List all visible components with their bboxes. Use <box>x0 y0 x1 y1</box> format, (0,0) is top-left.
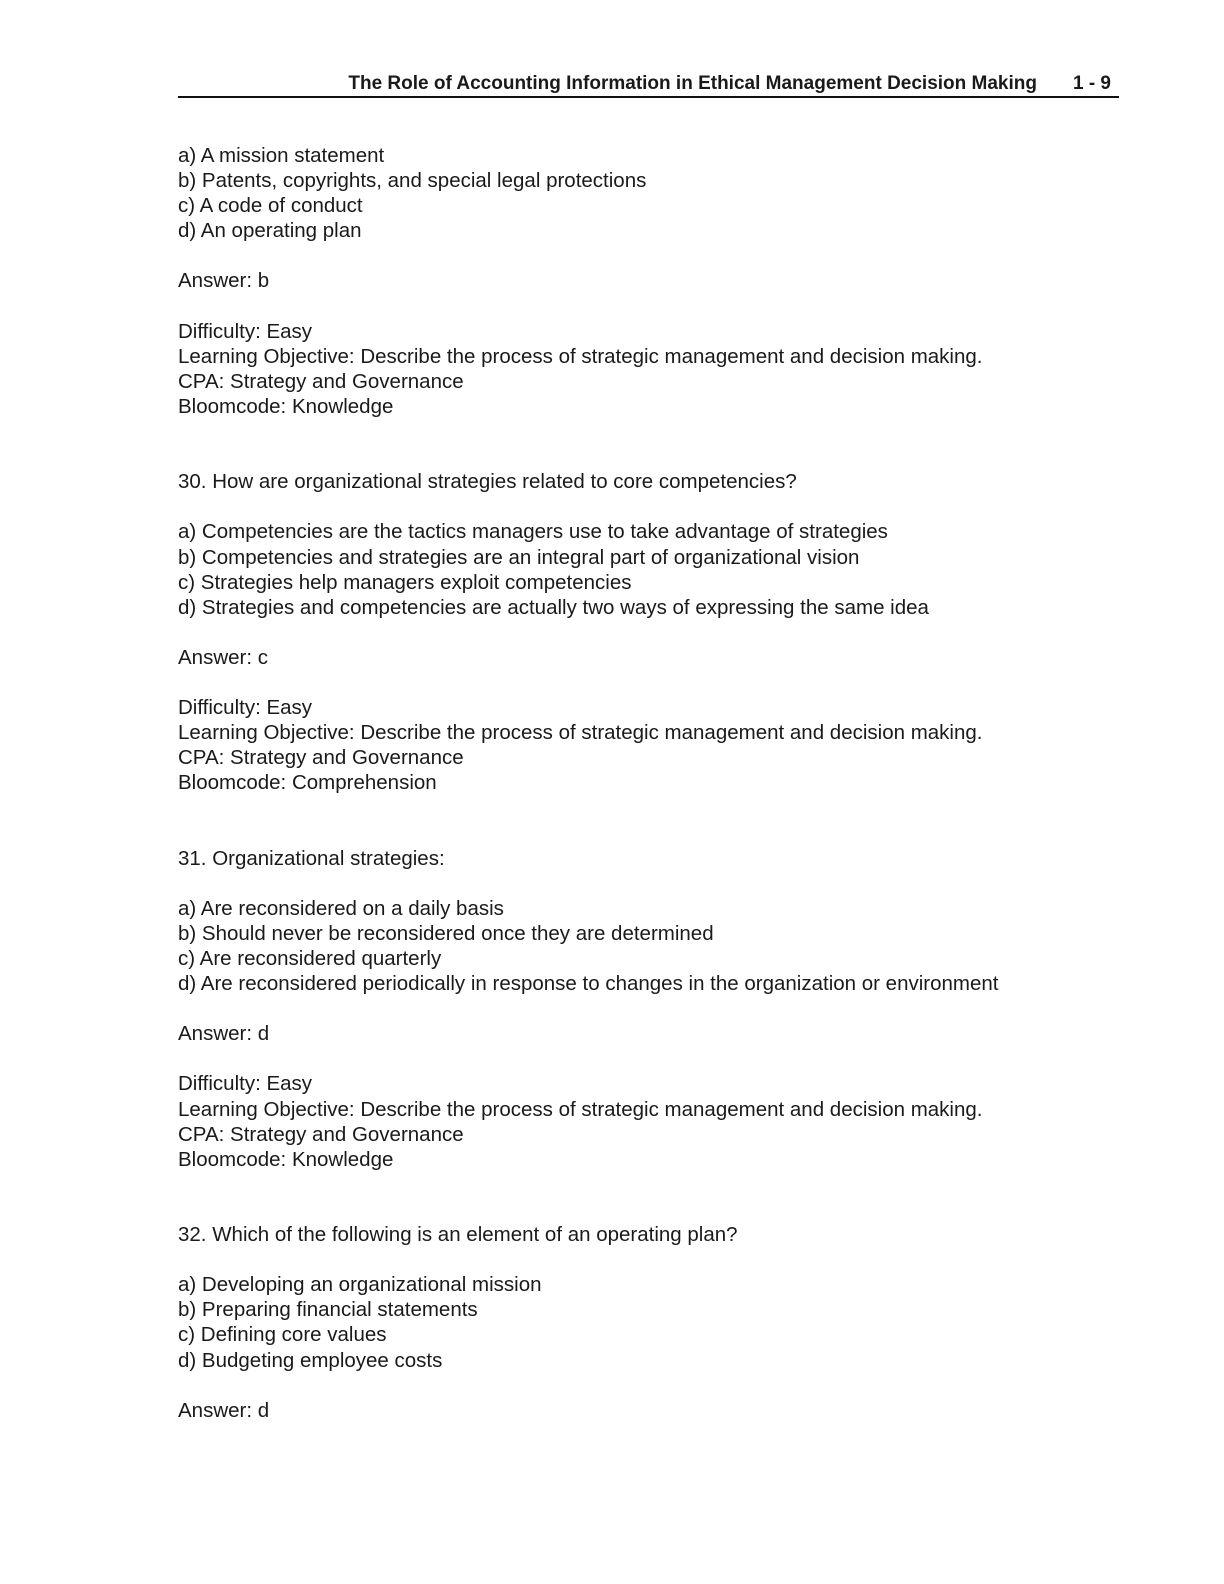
answer: Answer: b <box>178 269 270 293</box>
option-b: b) Should never be reconsidered once they are determined <box>178 921 714 945</box>
answer: Answer: d <box>178 1398 270 1422</box>
document-body <box>178 143 1118 1423</box>
page-header <box>178 72 1119 98</box>
cpa: CPA: Strategy and Governance <box>178 1122 464 1146</box>
answer: Answer: d <box>178 1022 270 1046</box>
difficulty: Difficulty: Easy <box>178 319 313 343</box>
cpa: CPA: Strategy and Governance <box>178 369 464 393</box>
difficulty: Difficulty: Easy <box>178 1072 313 1096</box>
question-text: 32. Which of the following is an element of an operating plan? <box>178 1223 738 1247</box>
option-a: a) Developing an organizational mission <box>178 1273 542 1297</box>
learning-objective: Learning Objective: Describe the process of strategic management and decision making. <box>178 721 983 745</box>
bloomcode: Bloomcode: Knowledge <box>178 1147 394 1171</box>
option-a: a) A mission statement <box>178 144 385 167</box>
question-text: 31. Organizational strategies: <box>178 846 445 870</box>
running-header-title: The Role of Accounting Information in Ethical Management Decision Making <box>348 73 1037 94</box>
option-d: d) Budgeting employee costs <box>178 1348 443 1372</box>
option-b: b) Preparing financial statements <box>178 1298 478 1322</box>
option-a: a) Competencies are the tactics managers use to take advantage of strategies <box>178 520 888 544</box>
page-number: 1 - 9 <box>1072 73 1111 94</box>
option-c: c) Are reconsidered quarterly <box>178 947 442 970</box>
learning-objective: Learning Objective: Describe the process of strategic management and decision making. <box>178 1097 983 1121</box>
option-d: d) Are reconsidered periodically in response to changes in the organization or environment <box>178 972 999 996</box>
answer: Answer: c <box>178 645 268 669</box>
learning-objective: Learning Objective: Describe the process of strategic management and decision making. <box>178 344 983 368</box>
question-31-block <box>178 846 1118 1172</box>
option-b: b) Patents, copyrights, and special legal protections <box>178 169 647 193</box>
option-d: d) Strategies and competencies are actually two ways of expressing the same idea <box>178 595 929 619</box>
question-30-block <box>178 469 1118 795</box>
question-32-block <box>178 1222 1118 1423</box>
option-c: c) Strategies help managers exploit competencies <box>178 570 632 594</box>
question-29-block <box>178 143 1118 419</box>
question-text: 30. How are organizational strategies related to core competencies? <box>178 470 797 494</box>
option-a: a) Are reconsidered on a daily basis <box>178 896 504 920</box>
difficulty: Difficulty: Easy <box>178 696 313 720</box>
cpa: CPA: Strategy and Governance <box>178 746 464 770</box>
option-c: c) Defining core values <box>178 1323 387 1347</box>
option-c: c) A code of conduct <box>178 194 363 218</box>
option-d: d) An operating plan <box>178 219 362 243</box>
bloomcode: Bloomcode: Knowledge <box>178 394 394 418</box>
bloomcode: Bloomcode: Comprehension <box>178 771 437 795</box>
option-b: b) Competencies and strategies are an integral part of organizational vision <box>178 545 860 569</box>
